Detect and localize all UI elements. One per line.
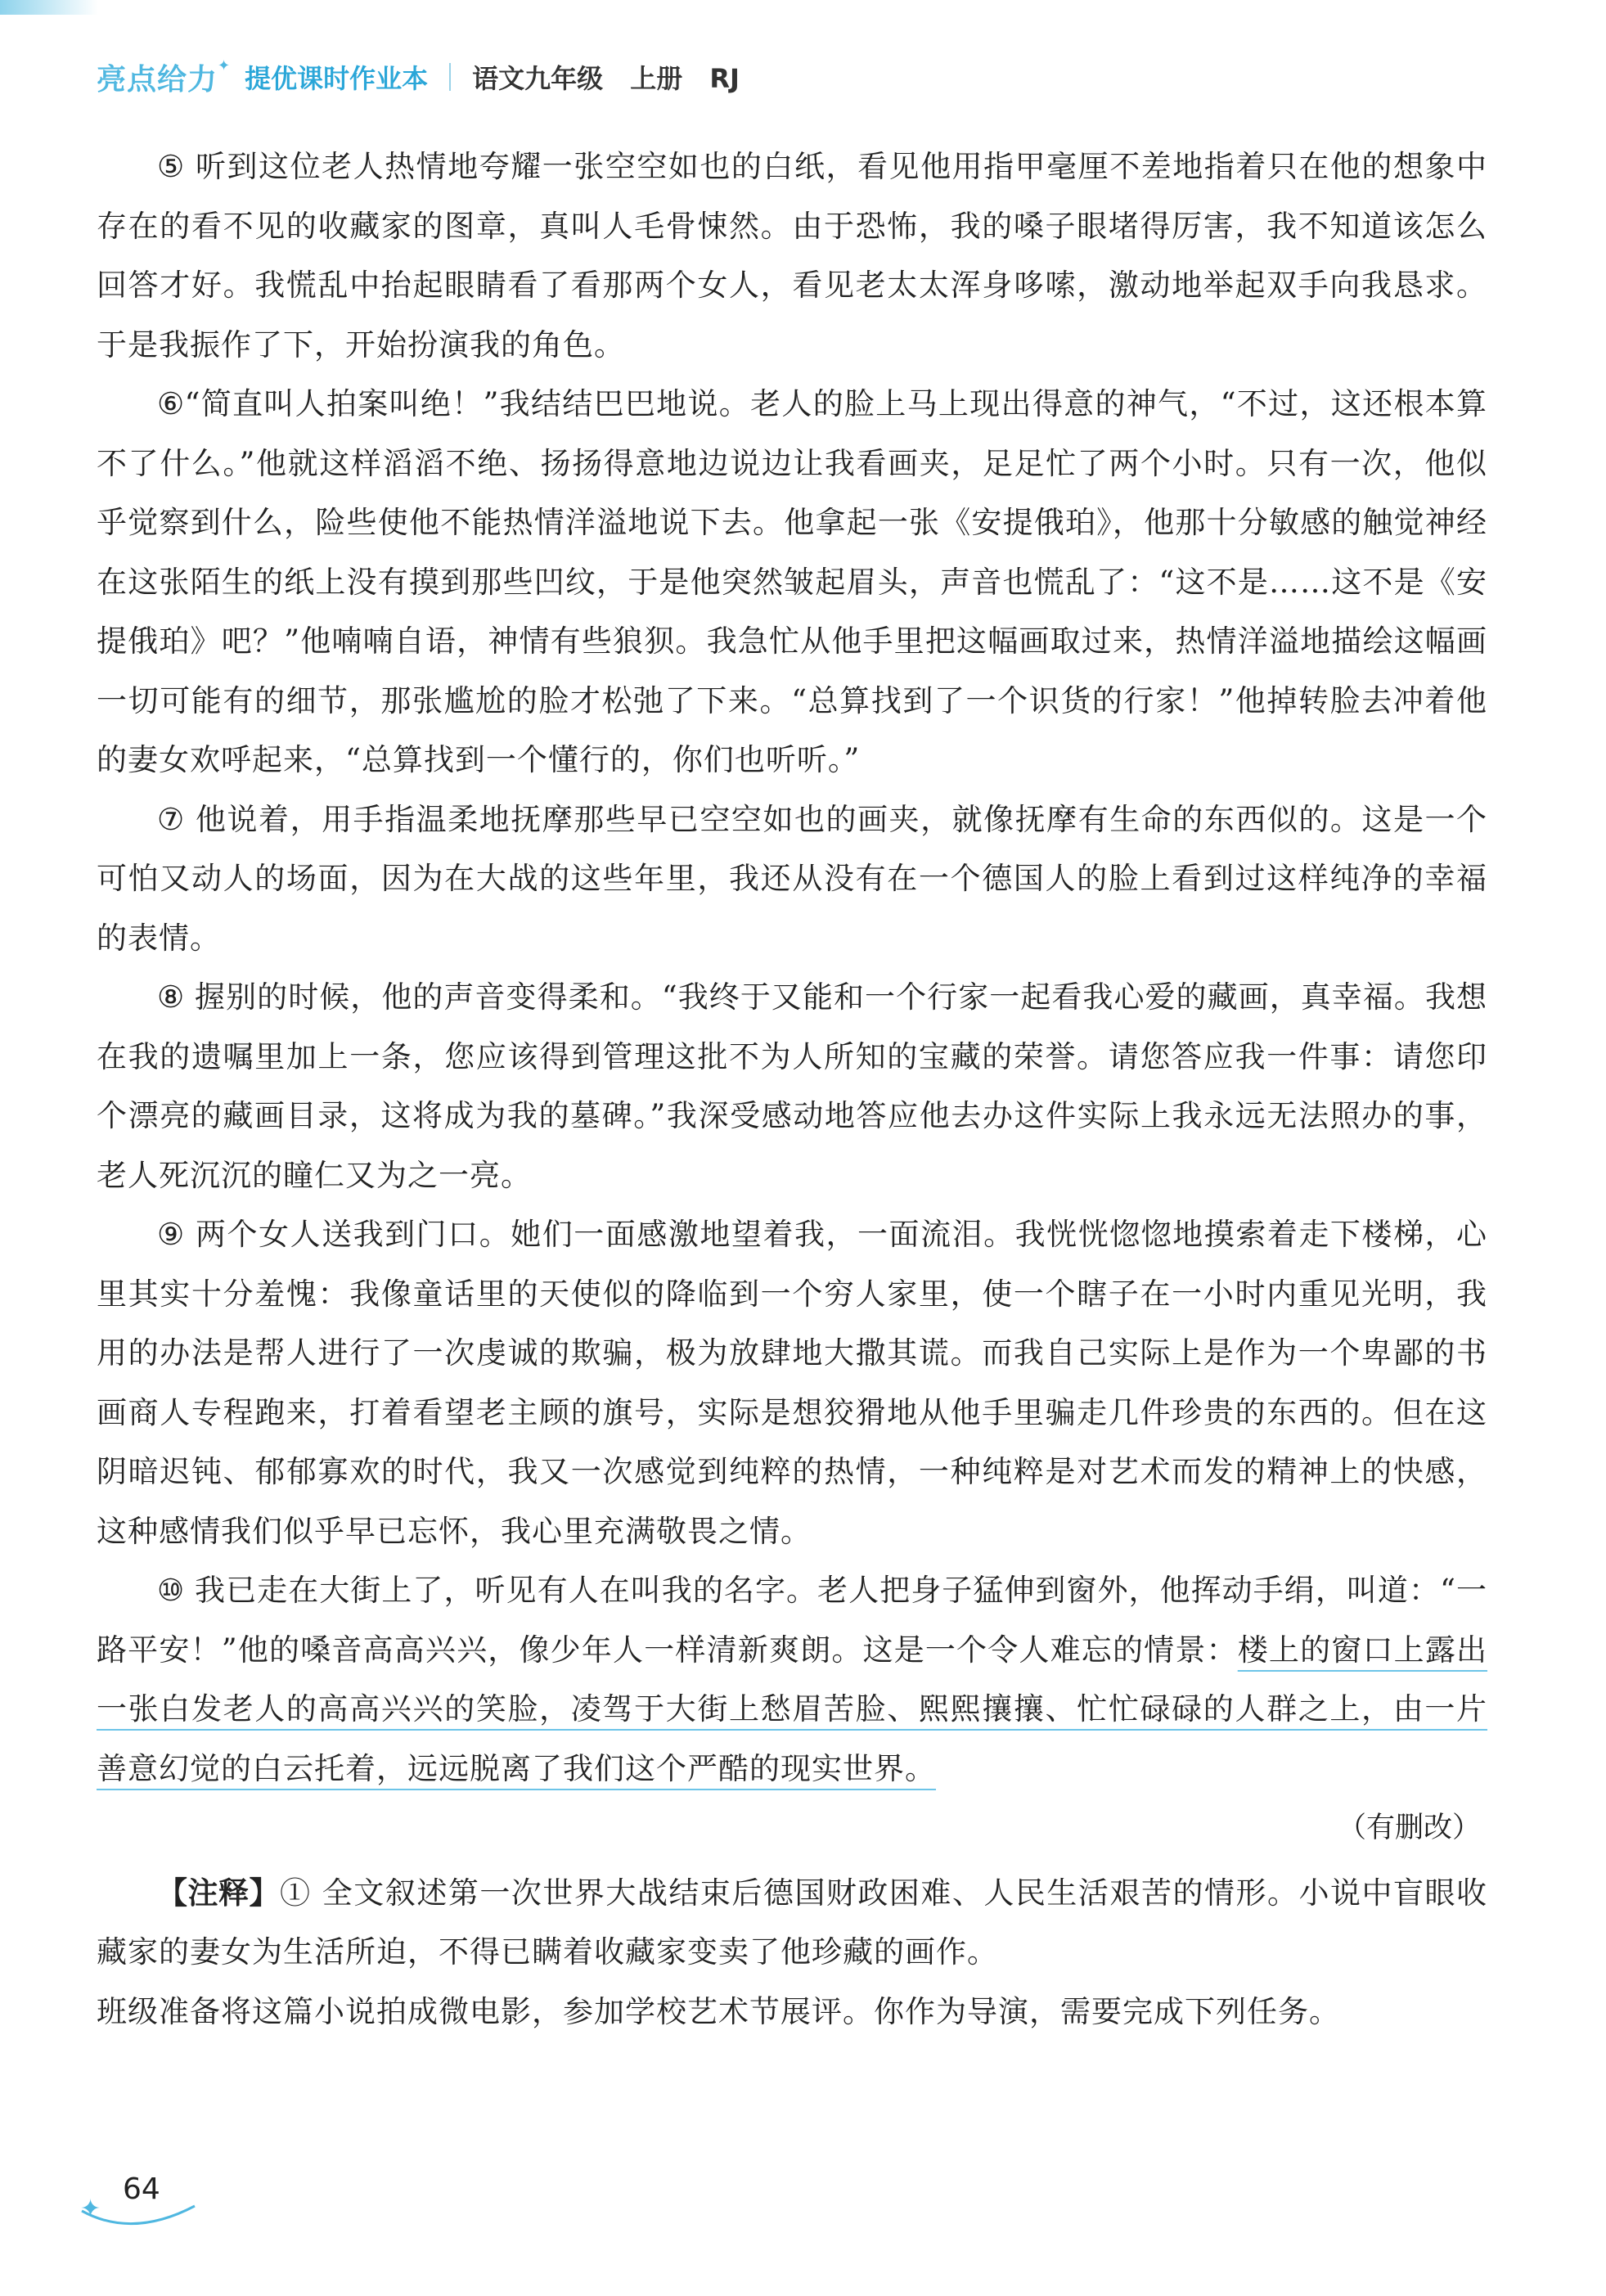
paragraph-6 xyxy=(97,375,1487,790)
paragraph-number: ⑦ xyxy=(157,801,185,837)
header-divider xyxy=(449,63,451,91)
task-instruction: 班级准备将这篇小说拍成微电影，参加学校艺术节展评。你作为导演，需要完成下列任务。 xyxy=(97,1994,1340,2029)
annotation-text: ① 全文叙述第一次世界大战结束后德国财政困难、人民生活艰苦的情形。小说中盲眼收藏家的妻女为生活所迫，不得已瞒着收藏家变卖了他珍藏的画作。 xyxy=(97,1875,1488,1970)
annotation-label: 【注释】 xyxy=(157,1875,281,1911)
paragraph-number: ⑧ xyxy=(157,979,185,1015)
paragraph-text: “简直叫人拍案叫绝！”我结结巴巴地说。老人的脸上马上现出得意的神气，“不过，这还根本算不了什么。”他就这样滔滔不绝、扬扬得意地边说边让我看画夹，足足忙了两个小时。只有一次，他似乎觉察到什么，险些使他不能热情洋溢地说下去。他拿起一张《安提俄珀》，他那十分敏感的触觉神经在这张陌生的纸上没有摸到那些凹纹，于是他突然皱起眉头，声音也慌乱了：“这不是……这不是《安提俄珀》吧？”他喃喃自语，神情有些狼狈。我急忙从他手里把这幅画取过来，热情洋溢地描绘这幅画一切可能有的细节，那张尴尬的脸才松弛了下来。“总算找到了一个识货的行家！”他掉转脸去冲着他的妻女欢呼起来，“总算找到一个懂行的，你们也听听。” xyxy=(97,386,1488,777)
corner-decoration xyxy=(0,0,98,15)
source-note: （有删改） xyxy=(1337,1812,1481,1844)
paragraph-text: 他说着，用手指温柔地抚摩那些早已空空如也的画夹，就像抚摩有生命的东西似的。这是一个可怕又动人的场面，因为在大战的这些年里，我还从没有在一个德国人的脸上看到过这样纯净的幸福的表情。 xyxy=(97,801,1487,956)
paragraph-5 xyxy=(97,137,1487,375)
star-icon: ✦ xyxy=(218,56,231,74)
article-body xyxy=(97,137,1487,2042)
book-title: 语文九年级 上册 RJ xyxy=(472,63,740,94)
paragraph-text: 两个女人送我到门口。她们一面感激地望着我，一面流泪。我恍恍惚惚地摸索着走下楼梯，心里其实十分羞愧：我像童话里的天使似的降临到一个穷人家里，使一个瞎子在一小时内重见光明，我用的办法是帮人进行了一次虔诚的欺骗，极为放肆地大撒其谎。而我自己实际上是作为一个卑鄙的书画商人专程跑来，打着看望老主顾的旗号，实际是想狡猾地从他手里骗走几件珍贵的东西的。但在这阴暗迟钝、郁郁寡欢的时代，我又一次感觉到纯粹的热情，一种纯粹是对艺术而发的精神上的快感，这种感情我们似乎早已忘怀，我心里充满敬畏之情。 xyxy=(97,1217,1487,1549)
annotation xyxy=(97,1864,1487,1982)
paragraph-10 xyxy=(97,1561,1487,1799)
page-number: 64 xyxy=(123,2172,160,2206)
series-title: 提优课时作业本 xyxy=(245,63,429,94)
paragraph-number: ⑩ xyxy=(157,1573,185,1608)
paragraph-number: ⑨ xyxy=(157,1217,185,1252)
paragraph-text: 我已走在大街上了，听见有人在叫我的名字。老人把身子猛伸到窗外，他挥动手绢，叫道：“一路平安！”他的嗓音高高兴兴，像少年人一样清新爽朗。这是一个令人难忘的情景： xyxy=(97,1573,1487,1668)
paragraph-number: ⑥ xyxy=(157,386,185,421)
page-header xyxy=(97,54,740,100)
paragraph-number: ⑤ xyxy=(157,149,185,184)
underlined-sentence: 楼上的窗口上露出一张白发老人的高高兴兴的笑脸，凌驾于大街上愁眉苦脸、熙熙攘攘、忙忙碌碌的人群之上，由一片善意幻觉的白云托着，远远脱离了我们这个严酷的现实世界。 xyxy=(97,1632,1488,1786)
brand-logo: 亮点给力 xyxy=(97,62,218,97)
paragraph-text: 握别的时候，他的声音变得柔和。“我终于又能和一个行家一起看我心爱的藏画，真幸福。我想在我的遗嘱里加上一条，您应该得到管理这批不为人所知的宝藏的荣誉。请您答应我一件事：请您印个漂亮的藏画目录，这将成为我的墓碑。”我深受感动地答应他去办这件实际上我永远无法照办的事，老人死沉沉的瞳仁又为之一亮。 xyxy=(97,979,1487,1193)
star-icon: ✦ xyxy=(80,2195,101,2223)
paragraph-7 xyxy=(97,790,1487,969)
paragraph-8 xyxy=(97,968,1487,1205)
paragraph-text: 听到这位老人热情地夸耀一张空空如也的白纸，看见他用指甲毫厘不差地指着只在他的想象中存在的看不见的收藏家的图章，真叫人毛骨悚然。由于恐怖，我的嗓子眼堵得厉害，我不知道该怎么回答才好。我慌乱中抬起眼睛看了看那两个女人，看见老太太浑身哆嗦，激动地举起双手向我恳求。于是我振作了下，开始扮演我的角色。 xyxy=(97,149,1487,362)
paragraph-9 xyxy=(97,1205,1487,1561)
